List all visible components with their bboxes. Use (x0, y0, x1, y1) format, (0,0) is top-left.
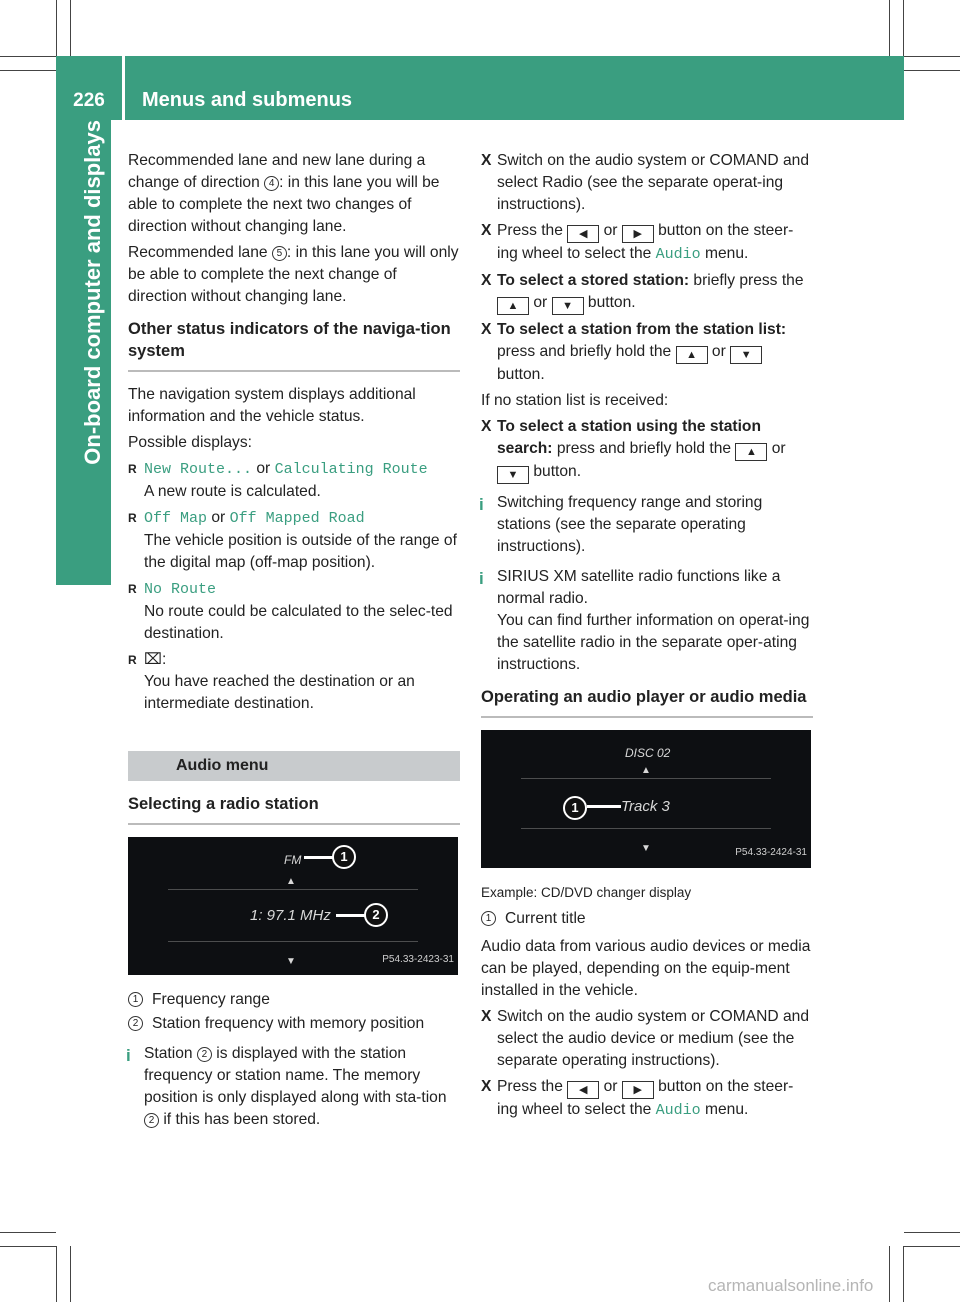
up-arrow-icon: ▲ (286, 876, 296, 887)
crop-mark (0, 56, 56, 57)
info-icon: i (479, 569, 484, 588)
up-arrow-key-icon: ▲ (735, 443, 767, 461)
image-caption: Example: CD/DVD changer display (481, 885, 692, 900)
info-note: i Station 2 is displayed with the station frequency or station name. The memory position is only displayed along with sta-tion 2 if this has been stored. (126, 1045, 447, 1128)
right-column (481, 150, 813, 1126)
up-arrow-key-icon: ▲ (497, 297, 529, 315)
list-item: R No Route No route could be calculated to the selec-ted destination. (128, 578, 460, 645)
crop-mark (889, 1246, 890, 1302)
step-item: X To select a station from the station list: press and briefly hold the ▲ or ▼ button. (481, 319, 813, 386)
crop-mark (903, 0, 904, 56)
step-item: X To select a station using the station search: press and briefly hold the ▲ or ▼ button. (481, 416, 813, 484)
divider (168, 941, 418, 942)
crop-mark (904, 56, 960, 57)
left-arrow-key-icon: ◀ (567, 1081, 599, 1099)
crop-mark (0, 1246, 56, 1247)
callout-1: 1 (563, 796, 587, 820)
list-item: R ⌧: You have reached the destination or an intermediate destination. (128, 649, 460, 715)
section-heading: Other status indicators of the naviga-tion system (128, 318, 460, 372)
up-arrow-key-icon: ▲ (676, 346, 708, 364)
track-label: Track 3 (621, 798, 670, 815)
step-item: X To select a stored station: briefly press the ▲ or ▼ button. (481, 270, 813, 315)
list-item: R Off Map or Off Mapped Road The vehicle position is outside of the range of the digital map (off-map position). (128, 507, 460, 574)
frequency-label: 1: 97.1 MHz (250, 907, 331, 924)
legend-item: 2 Station frequency with memory position (128, 1013, 460, 1035)
paragraph: Recommended lane 5 : in this lane you will only be able to complete the next change of direction without changing lane. (128, 244, 459, 305)
destination-flag-icon: ⌧: (144, 651, 167, 668)
callout-line (304, 856, 334, 859)
disc-label: DISC 02 (625, 746, 671, 760)
paragraph: The navigation system displays additional information and the vehicle status. (128, 386, 416, 425)
step-item: X Switch on the audio system or COMAND and select the audio device or medium (see the separate operating instructions). (481, 1006, 813, 1072)
down-arrow-icon: ▼ (286, 956, 296, 967)
info-note: i SIRIUS XM satellite radio functions like a normal radio. You can find further information on operat-ing the satellite radio in the separate oper-ating instructions. (479, 568, 810, 673)
down-arrow-icon: ▼ (641, 843, 651, 854)
left-column (128, 150, 460, 1139)
sidebar-label: On-board computer and displays (80, 120, 105, 465)
down-arrow-key-icon: ▼ (552, 297, 584, 315)
callout-line (336, 914, 366, 917)
page-title: Menus and submenus (142, 89, 353, 111)
image-code: P54.33-2424-31 (735, 847, 807, 858)
section-heading: Selecting a radio station (128, 793, 460, 825)
info-note: i Switching frequency range and storing stations (see the separate operating instructions). (479, 494, 763, 555)
down-arrow-key-icon: ▼ (497, 466, 529, 484)
callout-line (587, 805, 621, 808)
right-arrow-key-icon: ▶ (622, 225, 654, 243)
callout-2: 2 (364, 903, 388, 927)
cd-changer-display-image (481, 730, 811, 868)
paragraph: Audio data from various audio devices or media can be played, depending on the equip-ment installed in the vehicle. (481, 938, 811, 999)
step-item: X Press the ◀ or ▶ button on the steer-ing wheel to select the Audio menu. (481, 220, 813, 266)
crop-mark (904, 1232, 960, 1233)
page-number: 226 (73, 90, 105, 111)
section-banner: Audio menu (128, 751, 460, 781)
crop-mark (56, 1246, 57, 1302)
down-arrow-key-icon: ▼ (730, 346, 762, 364)
band-label: FM (284, 853, 302, 867)
legend-item: 1 Current title (481, 908, 813, 930)
crop-mark (0, 1232, 56, 1233)
info-icon: i (479, 495, 484, 514)
crop-mark (70, 1246, 71, 1302)
paragraph: Possible displays: (128, 434, 252, 451)
up-arrow-icon: ▲ (641, 765, 651, 776)
radio-display-image (128, 837, 458, 975)
right-arrow-key-icon: ▶ (622, 1081, 654, 1099)
callout-1: 1 (332, 845, 356, 869)
paragraph: If no station list is received: (481, 392, 669, 409)
crop-mark (56, 0, 57, 56)
crop-mark (889, 0, 890, 56)
crop-mark (70, 0, 71, 56)
list-item: R New Route... or Calculating Route A new route is calculated. (128, 458, 460, 503)
left-arrow-key-icon: ◀ (567, 225, 599, 243)
watermark: carmanualsonline.info (708, 1276, 874, 1295)
paragraph: Recommended lane and new lane during a change of direction 4 : in this lane you will be able to complete the next two changes of direction without changing lane. (128, 152, 440, 235)
divider (521, 828, 771, 829)
step-item: X Switch on the audio system or COMAND and select Radio (see the separate operat-ing instructions). (481, 150, 813, 216)
step-item: X Press the ◀ or ▶ button on the steer-ing wheel to select the Audio menu. (481, 1076, 813, 1122)
crop-mark (0, 70, 56, 71)
image-code: P54.33-2423-31 (382, 954, 454, 965)
crop-mark (904, 1246, 960, 1247)
info-icon: i (126, 1046, 131, 1065)
legend-item: 1 Frequency range (128, 989, 460, 1011)
crop-mark (904, 70, 960, 71)
header-divider (122, 56, 125, 120)
divider (168, 889, 418, 890)
crop-mark (903, 1246, 904, 1302)
section-heading: Operating an audio player or audio media (481, 686, 813, 718)
divider (521, 778, 771, 779)
